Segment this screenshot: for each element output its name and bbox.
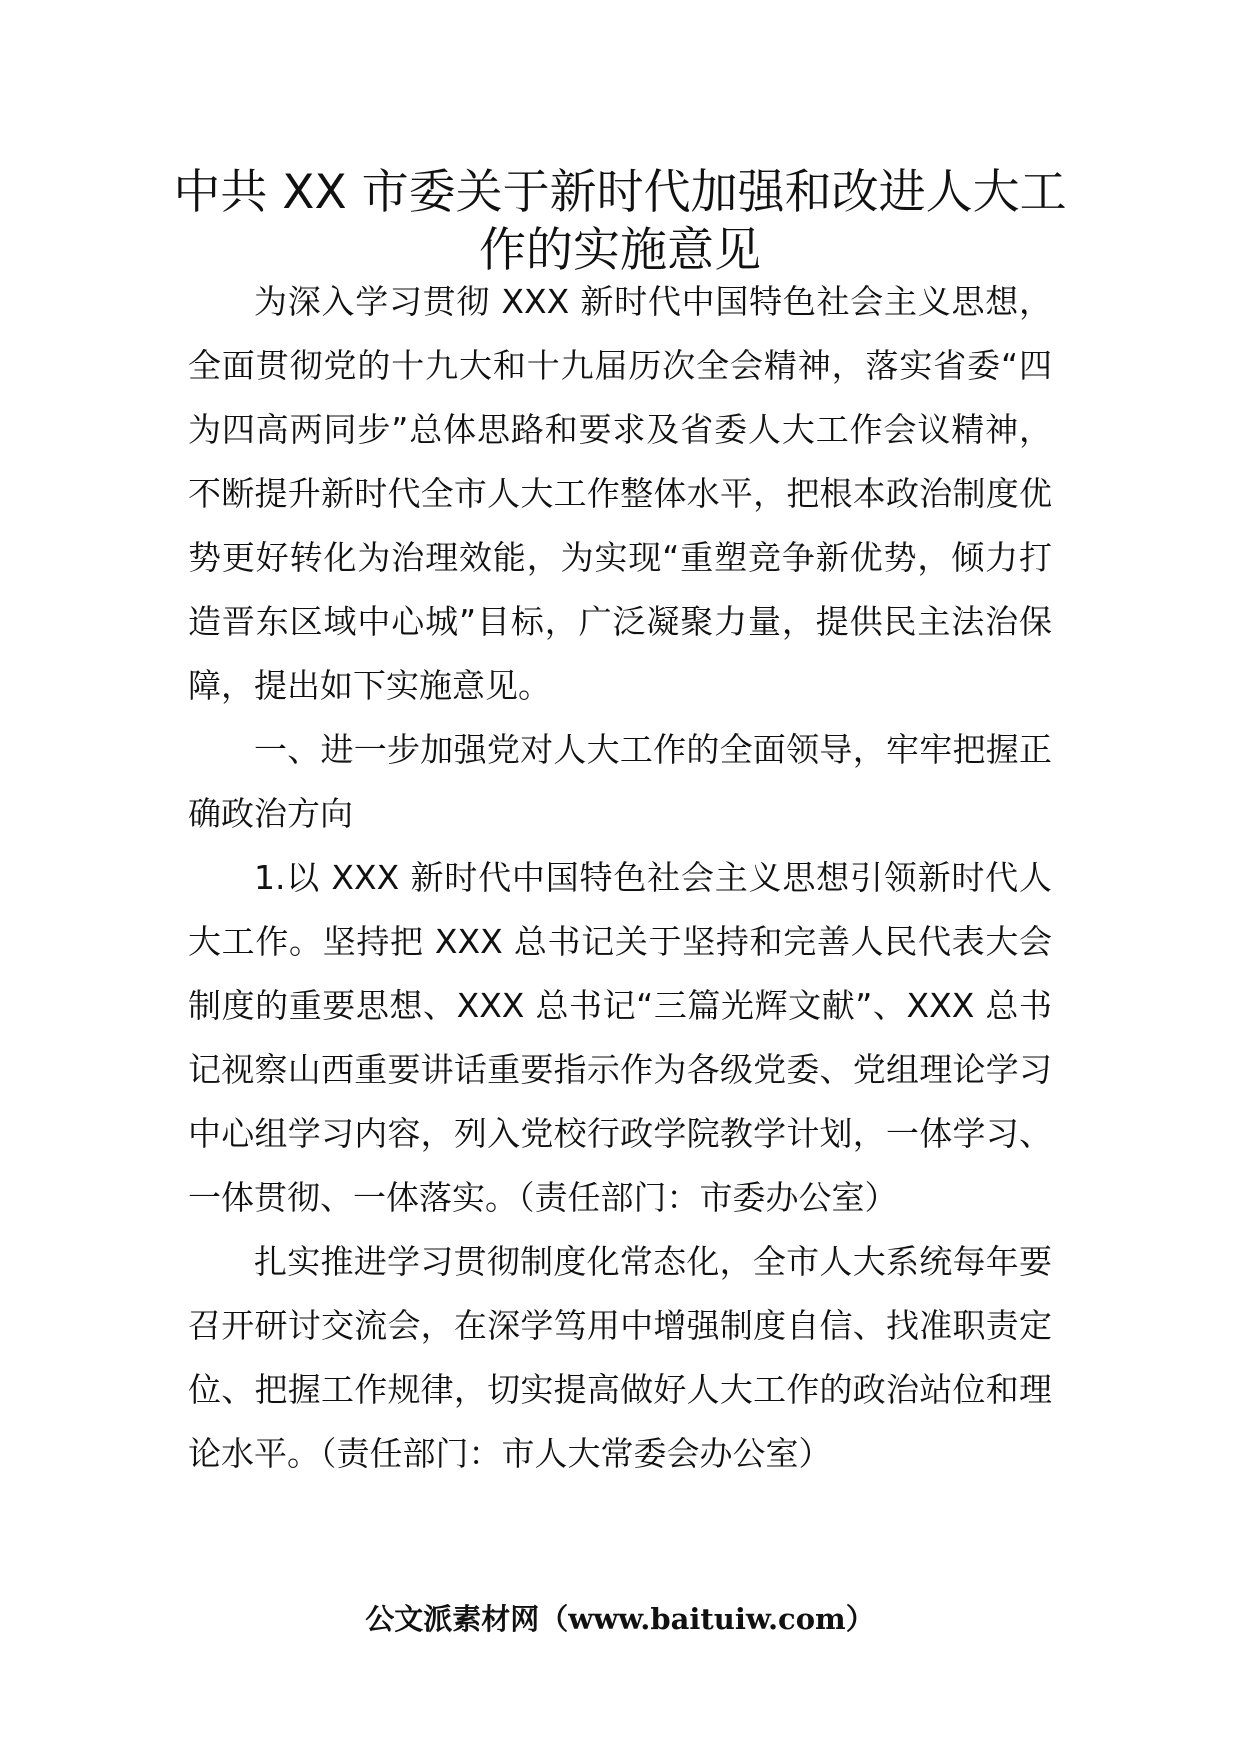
document-title [160, 164, 1080, 280]
body-paragraph: 扎实推进学习贯彻制度化常态化，全市人大系统每年要召开研讨交流会，在深学笃用中增强制度自信、找准职责定位、把握工作规律，切实提高做好人大工作的政治站位和理论水平。（责任部门：市人大常委会办公室） [188, 1242, 1052, 1473]
title-line-2: 作的实施意见 [479, 223, 761, 278]
footer-watermark-text: 公文派素材网（www.baituiw.com） [365, 1602, 875, 1636]
item-paragraph-1: 1.以 XXX 新时代中国特色社会主义思想引领新时代人大工作。坚持把 XXX 总书记关于坚持和完善人民代表大会制度的重要思想、XXX 总书记“三篇光辉文献”、XXX 总书记视察山西重要讲话重要指示作为各级党委、党组理论学习中心组学习内容，列入党校行政学院教学计划，一体学习、一体贯彻、一体落实。（责任部门：市委办公室） [188, 858, 1052, 1217]
intro-paragraph: 为深入学习贯彻 XXX 新时代中国特色社会主义思想，全面贯彻党的十九大和十九届历次全会精神，落实省委“四为四高两同步”总体思路和要求及省委人大工作会议精神，不断提升新时代全市人大工作整体水平，把根本政治制度优势更好转化为治理效能，为实现“重塑竞争新优势，倾力打造晋东区域中心城”目标，广泛凝聚力量，提供民主法治保障，提出如下实施意见。 [188, 282, 1052, 705]
document-body [188, 270, 1052, 1486]
section-heading-1: 一、进一步加强党对人大工作的全面领导，牢牢把握正确政治方向 [188, 730, 1052, 833]
title-line-1: 中共 XX 市委关于新时代加强和改进人大工 [173, 165, 1067, 220]
